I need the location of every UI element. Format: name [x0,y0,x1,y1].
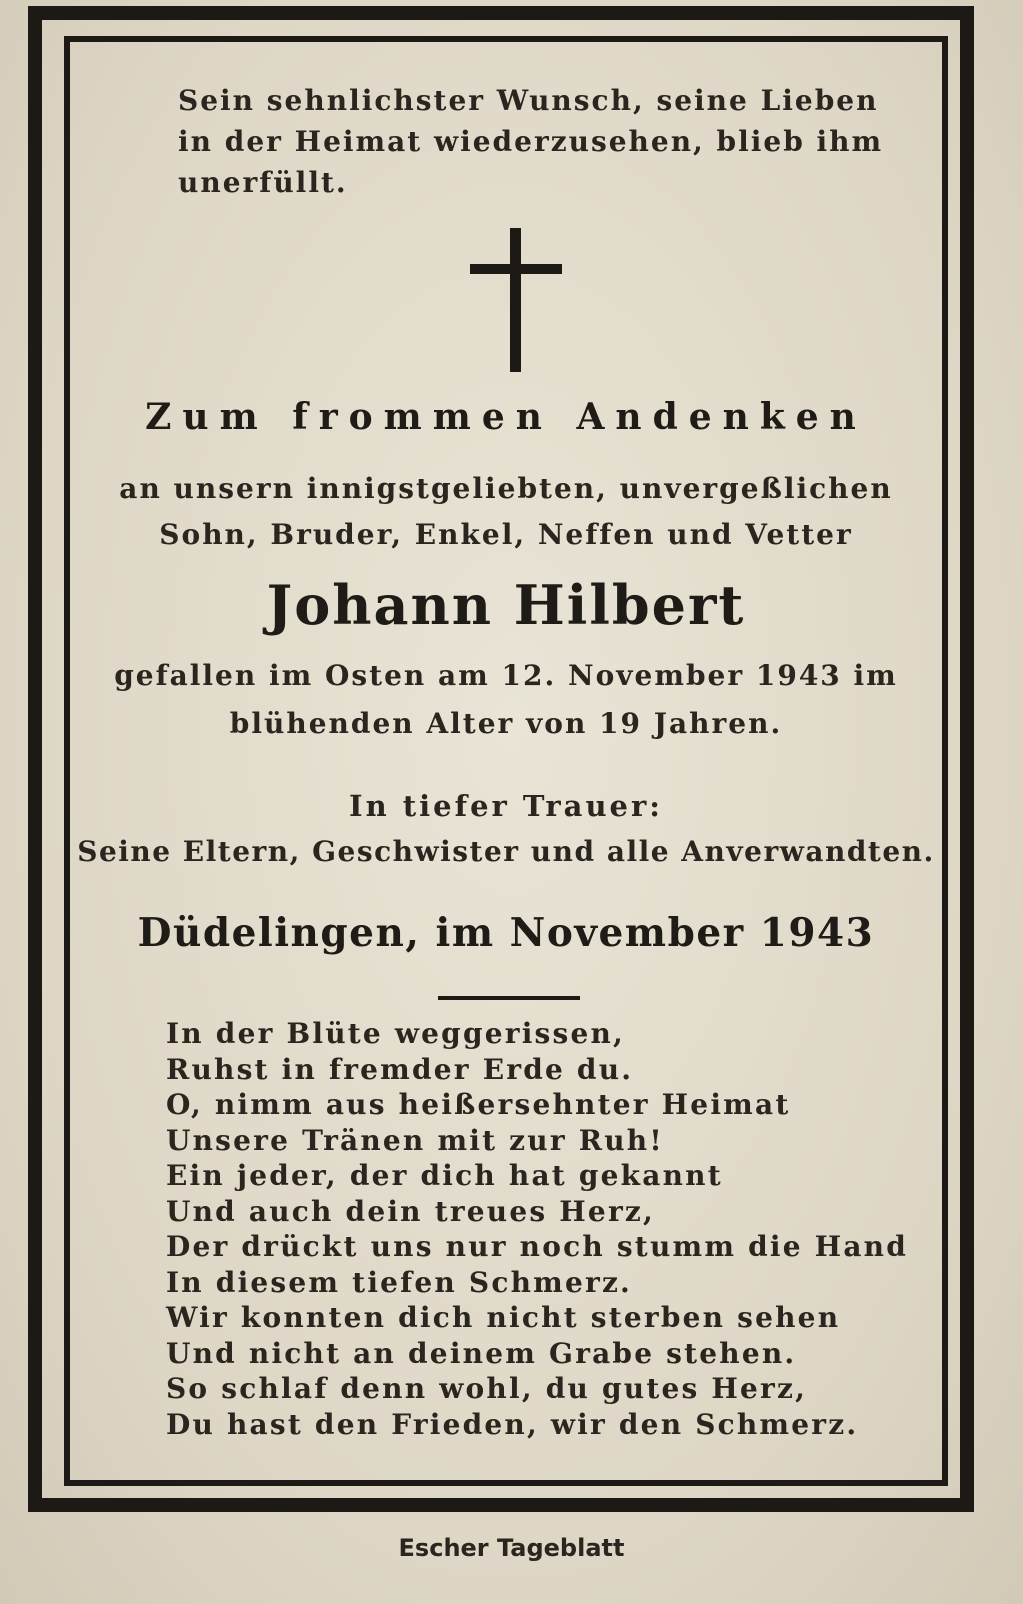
poem-line: Ruhst in fremder Erde du. [166,1052,634,1086]
wish-line-3: unerfüllt. [178,166,348,199]
mourning-heading: In tiefer Trauer: [349,789,663,823]
place-date: Düdelingen, im November 1943 [137,910,875,956]
poem-line: Du hast den Frieden, wir den Schmerz. [166,1407,859,1441]
poem-line: Ein jeder, der dich hat gekannt [166,1159,723,1192]
intro-line-1: an unsern innigstgeliebten, unvergeßlichen [119,472,893,505]
wish-text [178,80,884,203]
poem-line: O, nimm aus heißersehnter Heimat [166,1088,791,1121]
poem [166,1016,909,1442]
poem-line: Wir konnten dich nicht sterben sehen [166,1301,841,1334]
printer-credit: Escher Tageblatt [398,1534,625,1562]
poem-line: So schlaf denn wohl, du gutes Herz, [166,1372,808,1405]
deceased-name: Johann Hilbert [266,573,746,637]
intro-line-2: Sohn, Bruder, Enkel, Neffen und Vetter [159,518,853,551]
poem-line: Und auch dein treues Herz, [166,1194,655,1228]
poem-line: Und nicht an deinem Grabe stehen. [166,1336,797,1370]
death-details [64,652,948,748]
wish-line-1: Sein sehnlichster Wunsch, seine Lieben [178,84,879,117]
death-line-1: gefallen im Osten am 12. November 1943 im [114,659,898,692]
wish-line-2: in der Heimat wiederzusehen, blieb ihm [178,125,884,158]
intro-text [64,466,948,558]
mourners-line: Seine Eltern, Geschwister und alle Anverwandten. [77,835,935,868]
poem-line: Der drückt uns nur noch stumm die Hand [166,1230,909,1263]
latin-cross-icon [470,228,562,372]
memorial-heading: Zum frommen Andenken [145,396,867,438]
divider-rule [438,996,580,1000]
death-line-2: blühenden Alter von 19 Jahren. [229,707,783,740]
poem-line: Unsere Tränen mit zur Ruh! [166,1123,664,1157]
poem-line: In diesem tiefen Schmerz. [166,1265,633,1299]
poem-line: In der Blüte weggerissen, [166,1017,625,1050]
